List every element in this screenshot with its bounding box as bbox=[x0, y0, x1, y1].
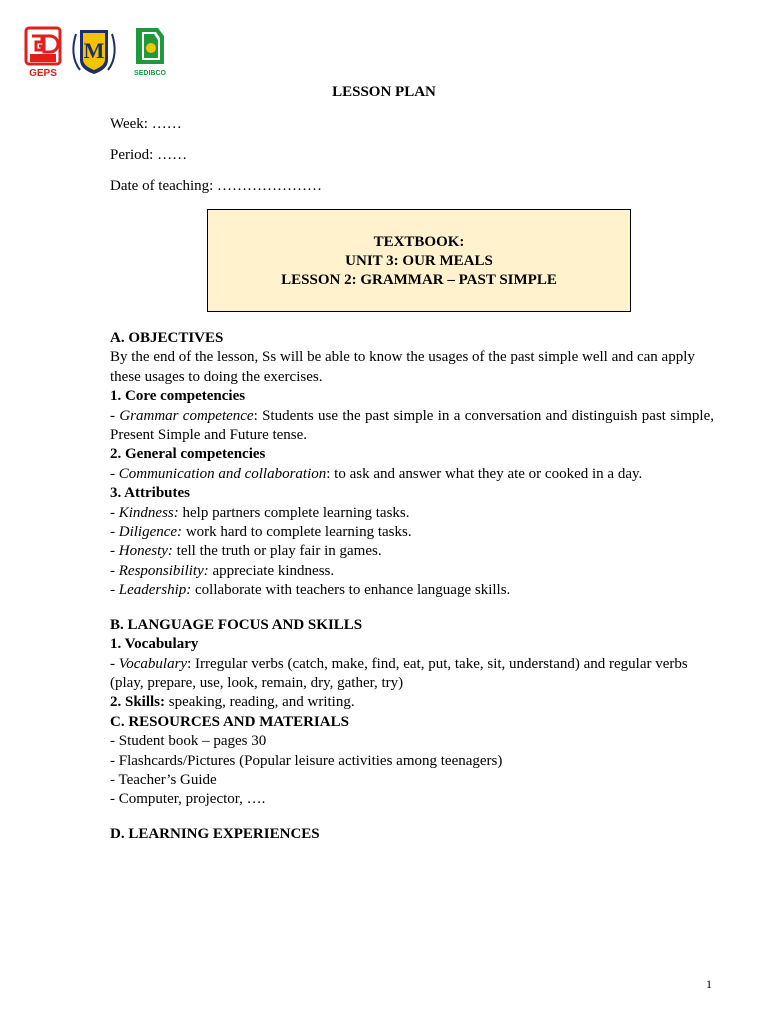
objectives-intro: By the end of the lesson, Ss will be able to know the usages of the past simple well and can apply these usages to doing the exercises. bbox=[110, 349, 695, 385]
resource-item: - Student book – pages 30 bbox=[110, 733, 267, 750]
geps-logo-text: GEPS bbox=[29, 68, 57, 79]
sedibco-logo-text: SEDIBCO bbox=[134, 70, 166, 77]
section-a-heading: A. OBJECTIVES bbox=[110, 330, 224, 346]
item-prefix: - bbox=[110, 543, 119, 560]
attribute-item bbox=[110, 562, 714, 581]
section-b-heading: B. LANGUAGE FOCUS AND SKILLS bbox=[110, 616, 363, 633]
attribute-item bbox=[110, 504, 714, 523]
date-of-teaching-line: Date of teaching: ………………… bbox=[110, 178, 323, 194]
attribute-item bbox=[110, 523, 714, 542]
m-logo-letter: M bbox=[83, 38, 105, 63]
item-label: Honesty: bbox=[118, 543, 173, 560]
item-prefix: - bbox=[110, 562, 119, 579]
sedibco-logo bbox=[128, 24, 172, 80]
item-label: Responsibility: bbox=[118, 562, 209, 579]
item-text: : Irregular verbs (catch, make, find, eat, put, take, sit, understand) and regular verbs (play, prepare, use, look, remain, dry, gather, try) bbox=[110, 655, 688, 691]
item-prefix: - bbox=[110, 582, 119, 599]
item-label: Grammar competence bbox=[119, 407, 254, 424]
item-text: help partners complete learning tasks. bbox=[178, 504, 410, 521]
textbook-box bbox=[207, 209, 631, 312]
item-label: Kindness: bbox=[118, 504, 179, 521]
attributes-heading: 3. Attributes bbox=[110, 485, 190, 502]
general-competency-item bbox=[110, 465, 714, 484]
skills-text: speaking, reading, and writing. bbox=[165, 694, 355, 711]
item-label: Diligence: bbox=[118, 524, 183, 541]
m-school-logo bbox=[70, 24, 118, 80]
lesson-title: LESSON 2: GRAMMAR – PAST SIMPLE bbox=[281, 272, 557, 288]
item-prefix: - bbox=[110, 655, 119, 672]
page-title: LESSON PLAN bbox=[332, 84, 436, 100]
core-competencies-heading: 1. Core competencies bbox=[110, 388, 246, 405]
item-text: collaborate with teachers to enhance language skills. bbox=[191, 582, 511, 599]
item-label: Vocabulary bbox=[118, 655, 188, 672]
attribute-item bbox=[110, 581, 714, 600]
item-label: Communication and collaboration bbox=[118, 465, 327, 482]
item-prefix: - bbox=[110, 504, 119, 521]
geps-logo bbox=[22, 24, 64, 80]
spacer bbox=[110, 810, 714, 825]
item-label: Leadership: bbox=[118, 582, 192, 599]
logo-group bbox=[22, 24, 172, 80]
item-text: tell the truth or play fair in games. bbox=[172, 543, 382, 560]
skills-item bbox=[110, 693, 714, 712]
textbook-label: TEXTBOOK: bbox=[373, 234, 465, 250]
unit-title: UNIT 3: OUR MEALS bbox=[345, 253, 493, 269]
attribute-item bbox=[110, 542, 714, 561]
section-c-heading: C. RESOURCES AND MATERIALS bbox=[110, 713, 349, 730]
resource-item: - Flashcards/Pictures (Popular leisure activities among teenagers) bbox=[110, 752, 503, 769]
resource-item: - Teacher’s Guide bbox=[110, 771, 217, 788]
week-line: Week: …… bbox=[110, 116, 182, 132]
resource-item: - Computer, projector, …. bbox=[110, 791, 266, 808]
item-prefix: - bbox=[110, 465, 119, 482]
vocabulary-heading: 1. Vocabulary bbox=[110, 636, 199, 653]
vocabulary-item bbox=[110, 655, 714, 694]
item-text: work hard to complete learning tasks. bbox=[182, 524, 412, 541]
lesson-content bbox=[110, 329, 714, 844]
item-text: : to ask and answer what they ate or cooked in a day. bbox=[326, 465, 643, 482]
item-prefix: - bbox=[110, 524, 119, 541]
core-competency-item bbox=[110, 407, 714, 446]
item-text: appreciate kindness. bbox=[208, 562, 335, 579]
spacer bbox=[110, 601, 714, 616]
page-number: 1 bbox=[706, 977, 712, 991]
item-prefix: - bbox=[110, 407, 120, 424]
skills-label: 2. Skills: bbox=[110, 694, 166, 711]
period-line: Period: …… bbox=[110, 147, 188, 163]
general-competencies-heading: 2. General competencies bbox=[110, 446, 266, 463]
section-d-heading: D. LEARNING EXPERIENCES bbox=[110, 825, 320, 842]
item-text: : Students use the past simple in a conversation and distinguish past simple, Present Simple and Future tense. bbox=[110, 407, 715, 444]
